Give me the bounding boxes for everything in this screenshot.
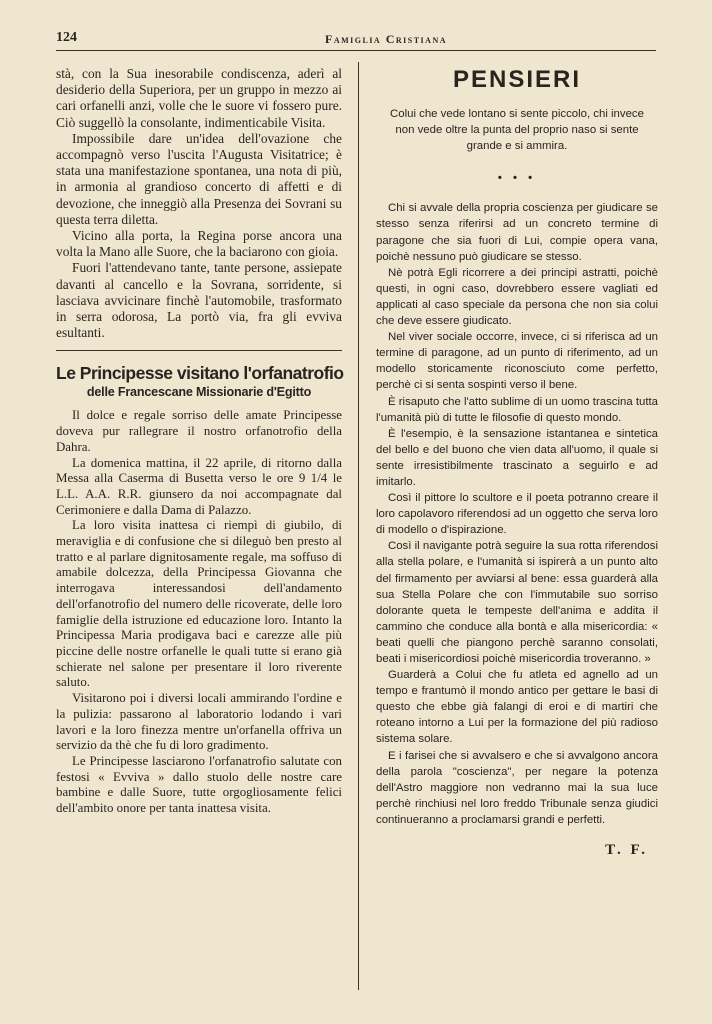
page-header bbox=[56, 30, 656, 51]
article-principesse bbox=[56, 363, 342, 816]
column-divider bbox=[358, 62, 359, 990]
page-number: 124 bbox=[56, 30, 77, 45]
continued-paragraph: Vicino alla porta, la Regina porse ancora una volta la Mano alle Suore, che la baciarono con gioia. bbox=[56, 228, 342, 260]
pensieri-paragraph: Così il navigante potrà seguire la sua rotta riferendosi alla stella polare, e l'umanità si ispirerà a un punto alto del firmamento per avviarsi al bene: essa guarderà alla sua Stella Polare che con l'immutabile suo sorriso dolorante queta le tempeste dell'anima e addita il cammino che conduce alla bontà e alla misericordia: « beati quelli che piangono perchè saranno consolati, beati i misericordiosi poichè misericordia troveranno. » bbox=[376, 540, 658, 665]
article-headline: Le Principesse visitano l'orfanatrofio bbox=[56, 363, 344, 384]
article-paragraph: Il dolce e regale sorriso delle amate Principesse doveva pur rallegrare il nostro orfanotrofio della Dahra. bbox=[56, 408, 342, 454]
continued-paragraph: Fuori l'attendevano tante, tante persone, assiepate davanti al cancello e la Sovrana, sorridente, si lasciava avvicinare finchè l'automobile, trasformato in serra odorosa, La portò via, fra gli evviva esultanti. bbox=[56, 260, 342, 341]
separator-dots: • • • bbox=[497, 172, 537, 185]
pensieri-paragraph: Guarderà a Colui che fu atleta ed agnello ad un tempo e frantumò il mondo antico per gettare le basi di questo che ebbe già falangi di eroi e di martiri che roteano intorno a Lui per la formazione del più radioso sistema solare. bbox=[376, 669, 658, 746]
article-paragraph: La loro visita inattesa ci riempì di giubilo, di meraviglia e di confusione che si dileguò ben presto al tratto e al parlare dignitosamente regale, ma soffuso di amabile dolcezza, della Principessa Giovanna che interrogava interessandosi dell'andamento dell'orfanotrofio del numero delle ricoverate, delle loro famiglie della istruzione ed educazione loro. Intanto la Principessa Maria prodigava baci e carezze alle più piccine delle nostre orfanelle le quali tutte si erano già schierate nel salone per presentare il loro riverente saluto. bbox=[56, 518, 342, 690]
pensieri-paragraph: È risaputo che l'atto sublime di un uomo trascina tutta l'umanità più di tutte le filosofie di questo mondo. bbox=[376, 395, 658, 424]
article-paragraph: Visitarono poi i diversi locali ammirando l'ordine e la pulizia: passarono al laboratorio lodando i vari lavori e la loro finezza mentre un'orfanella offriva un servizio da thè che fu di loro gradimento. bbox=[56, 691, 342, 753]
left-column bbox=[56, 66, 342, 817]
pensieri-title: PENSIERI bbox=[452, 66, 582, 93]
pensieri-paragraph: Nel viver sociale occorre, invece, ci si riferisca ad un termine di paragone, ad un punto di riferimento, ad un modello storicamente riconosciuto come perfetto, perchè ci si senta sospinti verso il bene. bbox=[376, 331, 658, 392]
magazine-title: Famiglia Cristiana bbox=[324, 32, 447, 46]
continued-paragraph: Impossibile dare un'idea dell'ovazione che accompagnò verso l'uscita l'Augusta Visitatrice; è stata una manifestazione spontanea, una nota di più, in armonia al grandioso concerto di affetti e di devozione, che inneggiò alla Presenza dei Sovrani su questa terra diletta. bbox=[56, 130, 342, 227]
pensieri-paragraph: Così il pittore lo scultore e il poeta potranno creare il loro capolavoro riferendosi ad un oggetto che serva loro di modello o d'ispirazione. bbox=[376, 492, 658, 537]
pensieri-paragraph: Chi si avvale della propria coscienza per giudicare se stesso senza riferirsi ad un concreto termine di paragone che sia fuori di Lui, compie opera vana, poichè nessuno può giudicare se stesso. bbox=[376, 202, 658, 263]
section-rule bbox=[56, 350, 342, 351]
right-column bbox=[376, 66, 658, 858]
article-paragraph: Le Principesse lasciarono l'orfanatrofio salutate con festosi « Evviva » dallo stuolo delle nostre care bambine e dalle Suore, tutte orgogliosamente felici dell'ambito onore per tanta inattesa visita. bbox=[56, 753, 342, 816]
continued-paragraph: stà, con la Sua inesorabile condiscenza, aderì al desiderio della Superiora, per un gruppo in mezzo ai cari orfanelli anzi, volle che le suore vi fossero pure. Ciò suggellò la consolante, indimenticabile Visita. bbox=[56, 66, 342, 130]
signature: T. F. bbox=[605, 842, 648, 859]
pensieri-paragraph: Nè potrà Egli ricorrere a dei principi astratti, poichè questi, in ogni caso, dovrebbero essere vagliati ed applicati al caso speciale da persona che non sia colui che deve essere giudicato. bbox=[376, 266, 658, 328]
pensieri-intro: Colui che vede lontano si sente piccolo, chi invece non vede oltre la punta del proprio naso si sente grande e si ammira. bbox=[390, 108, 644, 153]
pensieri-paragraph: È l'esempio, è la sensazione istantanea e sintetica del bello e del buono che vien data all'uomo, il quale si sente irresistibilmente trascinato a seguirlo e ad imitarlo. bbox=[376, 427, 658, 488]
pensieri-paragraph: E i farisei che si avvalsero e che si avvalgono ancora della parola "coscienza", per negare la potenza dell'Astro maggiore non vedranno mai la sua luce perchè rinchiusi nel loro freddo Tribunale senza giudici continueranno a proclamarsi grandi e perfetti. bbox=[376, 749, 658, 826]
article-paragraph: La domenica mattina, il 22 aprile, di ritorno dalla Messa alla Caserma di Busetta verso le ore 9 1/4 le L.L. A.A. R.R. giunsero da noi accompagnate dal Cerimoniere e dalla Dama di Palazzo. bbox=[56, 455, 342, 517]
article-subheadline: delle Francescane Missionarie d'Egitto bbox=[86, 385, 312, 400]
